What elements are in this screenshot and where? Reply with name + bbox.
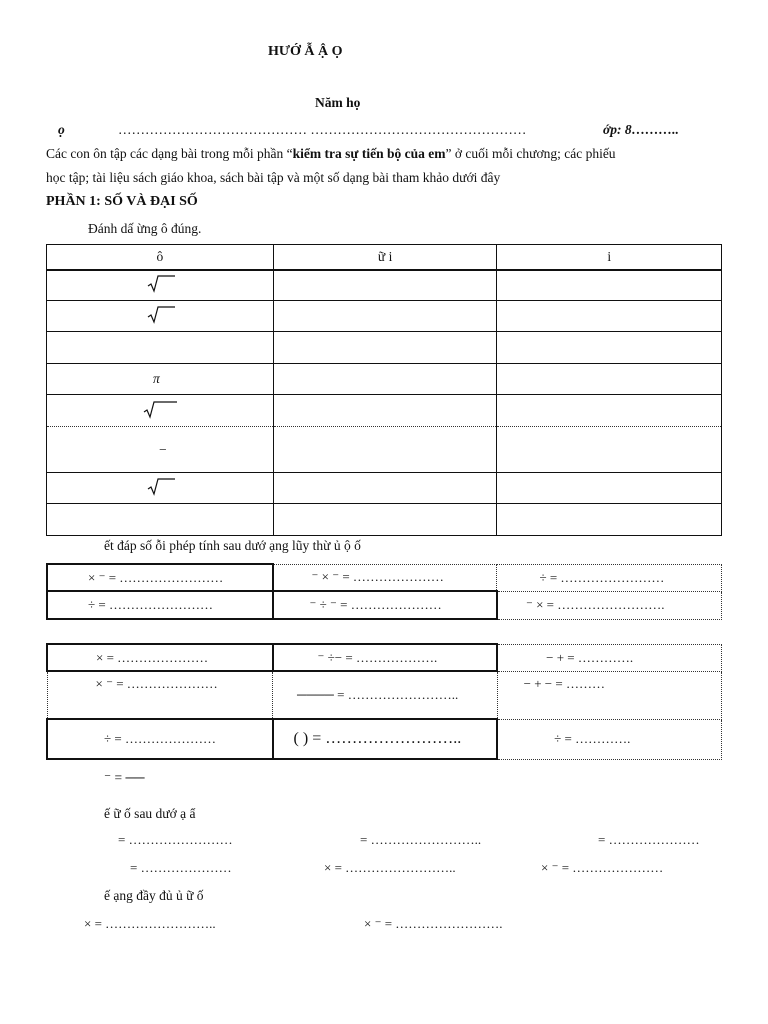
row-number-cell: − bbox=[47, 427, 274, 473]
grid-cell[interactable]: × ⁻ = …………………… bbox=[47, 564, 273, 591]
row-number-cell bbox=[47, 332, 274, 364]
grid-cell[interactable]: ÷ = …………………… bbox=[497, 564, 722, 591]
header-irrational: i bbox=[497, 245, 722, 270]
power-grid-2 bbox=[46, 643, 722, 760]
intro-line-2: học tập; tài liệu sách giáo khoa, sách bài tập và một số dạng bài tham khảo dưới đây bbox=[46, 170, 501, 185]
answer-field[interactable]: × ⁻ = ……………………. bbox=[364, 916, 503, 931]
grid-cell[interactable]: × ⁻ = ………………… bbox=[47, 671, 273, 719]
rational-check-cell[interactable] bbox=[273, 395, 497, 427]
answer-field[interactable]: × = …………………….. bbox=[324, 860, 456, 875]
grid-cell[interactable]: ⁻ ÷− = ………………. bbox=[273, 644, 498, 671]
rational-check-cell[interactable] bbox=[273, 270, 497, 301]
sqrt-icon bbox=[147, 306, 177, 322]
irrational-check-cell[interactable] bbox=[497, 427, 722, 473]
irrational-check-cell[interactable] bbox=[497, 504, 722, 536]
intro-text-a: Các con ôn tập các dạng bài trong mỗi phần “ bbox=[46, 146, 293, 161]
row-number-cell bbox=[47, 504, 274, 536]
table-row bbox=[47, 591, 722, 619]
sqrt-icon bbox=[143, 401, 179, 417]
row-number-cell bbox=[47, 473, 274, 504]
rational-check-cell[interactable] bbox=[273, 473, 497, 504]
power-grid-1 bbox=[46, 563, 722, 620]
grid-cell[interactable]: ⁻ ÷ ⁻ = ………………… bbox=[273, 591, 497, 619]
table-row bbox=[47, 504, 722, 536]
row-number-cell: π bbox=[47, 364, 274, 395]
rational-check-cell[interactable] bbox=[273, 427, 497, 473]
student-name-label: ọ bbox=[58, 122, 65, 137]
grid-cell[interactable]: − + = …………. bbox=[497, 644, 721, 671]
grid-cell[interactable]: × = ………………… bbox=[47, 644, 273, 671]
document-title: HƯỚ Ẫ Ậ Ọ bbox=[268, 44, 343, 59]
task4-instruction: ế ạng đầy đủ ủ ữ ố bbox=[104, 888, 204, 903]
irrational-check-cell[interactable] bbox=[497, 332, 722, 364]
header-number: ô bbox=[47, 245, 274, 270]
answer-field[interactable]: = …………………… bbox=[118, 832, 233, 847]
grid-cell[interactable]: ⁻ × ⁻ = ………………… bbox=[273, 564, 497, 591]
grid-cell[interactable]: ⁻ × = ……………………. bbox=[497, 591, 722, 619]
table-row bbox=[47, 473, 722, 504]
irrational-check-cell[interactable] bbox=[497, 301, 722, 332]
grid-cell[interactable]: ──── = …………………….. bbox=[273, 671, 498, 719]
intro-text-b: ” ở cuối mỗi chương; các phiếu bbox=[445, 146, 616, 161]
row-number-cell bbox=[47, 395, 274, 427]
grid-cell[interactable]: ( ) = …………………….. bbox=[273, 719, 498, 759]
sqrt-icon bbox=[147, 275, 177, 291]
irrational-check-cell[interactable] bbox=[497, 395, 722, 427]
section-heading: PHẦN 1: SỐ VÀ ĐẠI SỐ bbox=[46, 194, 198, 209]
intro-text-bold: kiểm tra sự tiến bộ của em bbox=[292, 146, 446, 161]
rational-check-cell[interactable] bbox=[273, 332, 497, 364]
grid-cell[interactable]: ÷ = ………………… bbox=[47, 719, 273, 759]
table-row bbox=[47, 719, 722, 759]
task2-instruction: ết đáp số ỗi phép tính sau dướ ạng lũy thừ ủ ộ ố bbox=[104, 538, 361, 553]
table-header-row bbox=[47, 245, 722, 270]
table-row bbox=[47, 564, 722, 591]
table-row bbox=[47, 332, 722, 364]
answer-field[interactable]: = ………………… bbox=[130, 860, 232, 875]
school-year-label: Năm họ bbox=[315, 95, 361, 110]
fraction-equation: ⁻ = ── bbox=[104, 770, 145, 785]
grid-cell[interactable]: ÷ = …………………… bbox=[47, 591, 273, 619]
classification-table bbox=[46, 244, 722, 536]
table-row bbox=[47, 301, 722, 332]
table-row bbox=[47, 644, 722, 671]
irrational-check-cell[interactable] bbox=[497, 473, 722, 504]
sqrt-icon bbox=[147, 478, 177, 494]
table-row bbox=[47, 671, 722, 719]
table-row bbox=[47, 364, 722, 395]
table-row bbox=[47, 270, 722, 301]
rational-check-cell[interactable] bbox=[273, 364, 497, 395]
task3-instruction: ế ữ ố sau dướ ạ ẩ bbox=[104, 806, 196, 821]
irrational-check-cell[interactable] bbox=[497, 270, 722, 301]
rational-check-cell[interactable] bbox=[273, 301, 497, 332]
answer-field[interactable]: = ………………… bbox=[598, 832, 700, 847]
row-number-cell bbox=[47, 301, 274, 332]
answer-field[interactable]: = …………………….. bbox=[360, 832, 482, 847]
header-rational: ữ i bbox=[273, 245, 497, 270]
grid-cell[interactable]: ÷ = …………. bbox=[497, 719, 721, 759]
answer-field[interactable]: × = …………………….. bbox=[84, 916, 216, 931]
class-label: ớp: 8……….. bbox=[603, 122, 679, 137]
intro-line-1 bbox=[46, 146, 616, 162]
name-fill-line: …………………………………… ………………………………………… bbox=[118, 122, 527, 137]
grid-cell[interactable]: − + − = ……… bbox=[497, 671, 721, 719]
rational-check-cell[interactable] bbox=[273, 504, 497, 536]
irrational-check-cell[interactable] bbox=[497, 364, 722, 395]
row-number-cell bbox=[47, 270, 274, 301]
answer-field[interactable]: × ⁻ = ………………… bbox=[541, 860, 664, 875]
table-row bbox=[47, 395, 722, 427]
table-row bbox=[47, 427, 722, 473]
task1-instruction: Đánh dấ ừng ô đúng. bbox=[88, 221, 202, 236]
